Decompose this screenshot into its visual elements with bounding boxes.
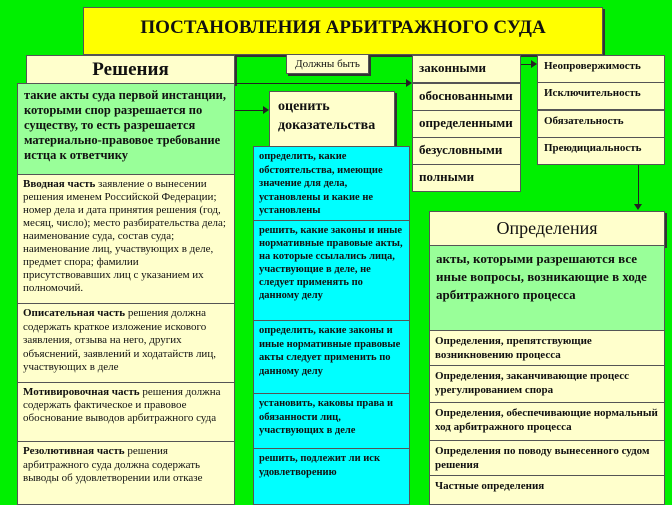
must-be-item: определенными xyxy=(412,110,521,138)
part-label: Резолютивная часть xyxy=(23,445,125,457)
must-be-item: полными xyxy=(412,164,521,192)
property-item: Обязательность xyxy=(537,110,665,138)
title-box: ПОСТАНОВЛЕНИЯ АРБИТРАЖНОГО СУДА xyxy=(83,7,603,55)
arrow-line xyxy=(235,83,407,84)
part-text: решения арбитражного суда должна содержать выводы об удовлетворении или отказе xyxy=(23,445,203,484)
rulings-header: Определения xyxy=(429,211,665,246)
arrow-line xyxy=(521,64,531,65)
decisions-definition: такие акты суда первой инстанции, которыми спор разрешается по существу, то есть разрешается материально-правовое требование истца к ответчику xyxy=(17,83,235,175)
decisions-header: Решения xyxy=(26,55,235,84)
property-item: Преюдициальность xyxy=(537,137,665,165)
ruling-item: Частные определения xyxy=(429,475,665,505)
decision-part-operative xyxy=(17,441,235,505)
must-be-label: Должны быть xyxy=(286,54,369,74)
rulings-definition: акты, которыми разрешаются все иные вопросы, возникающие в ходе арбитражного процесса xyxy=(429,245,665,331)
ruling-item: Определения, препятствующие возникновению процесса xyxy=(429,330,665,366)
arrow-line xyxy=(638,165,639,205)
evaluate-evidence-box: оценить доказательства xyxy=(269,91,395,151)
part-text: решения должна содержать фактическое и правовое обоснование выводов арбитражного суда xyxy=(23,386,221,424)
property-item: Неопровержимость xyxy=(537,55,665,83)
part-label: Описательная часть xyxy=(23,307,126,319)
step-item: определить, какие законы и иные нормативные правовые акты следует применить по данному делу xyxy=(253,320,410,394)
property-item: Исключительность xyxy=(537,82,665,110)
part-label: Вводная часть xyxy=(23,178,96,190)
arrow-head xyxy=(634,204,642,210)
decision-part-reasoning xyxy=(17,382,235,442)
must-be-item: законными xyxy=(412,55,521,83)
must-be-item: безусловными xyxy=(412,137,521,165)
part-text: заявление о вынесении решения именем Российской Федерации; номер дела и дата принятия решения (год, месяц, число); место разбирательства дела; наименование суда, состав суда; наименование лиц, участвующих в деле, предмет спора; фамилии присутствовавших лиц с указанием их полномочий. xyxy=(23,178,226,294)
ruling-item: Определения по поводу вынесенного судом решения xyxy=(429,440,665,476)
arrow-line xyxy=(235,110,263,111)
part-label: Мотивировочная часть xyxy=(23,386,140,398)
ruling-item: Определения, заканчивающие процесс урегулированием спора xyxy=(429,365,665,403)
step-item: решить, подлежит ли иск удовлетворению xyxy=(253,448,410,505)
step-item: установить, каковы права и обязанности лиц, участвующих в деле xyxy=(253,393,410,449)
decision-part-intro xyxy=(17,174,235,304)
step-item: определить, какие обстоятельства, имеющие значение для дела, установлены и какие не установлены xyxy=(253,146,410,221)
ruling-item: Определения, обеспечивающие нормальный ход арбитражного процесса xyxy=(429,402,665,441)
step-item: решить, какие законы и иные нормативные правовые акты, на которые ссылались лица, участвующие в деле, не следует применять по данному делу xyxy=(253,220,410,321)
must-be-item: обоснованными xyxy=(412,83,521,111)
part-text: решения должна содержать краткое изложение искового заявления, отзыва на него, других объяснений, заявлений и ходатайств лиц, участвующих в деле xyxy=(23,307,216,373)
decision-part-descriptive xyxy=(17,303,235,383)
